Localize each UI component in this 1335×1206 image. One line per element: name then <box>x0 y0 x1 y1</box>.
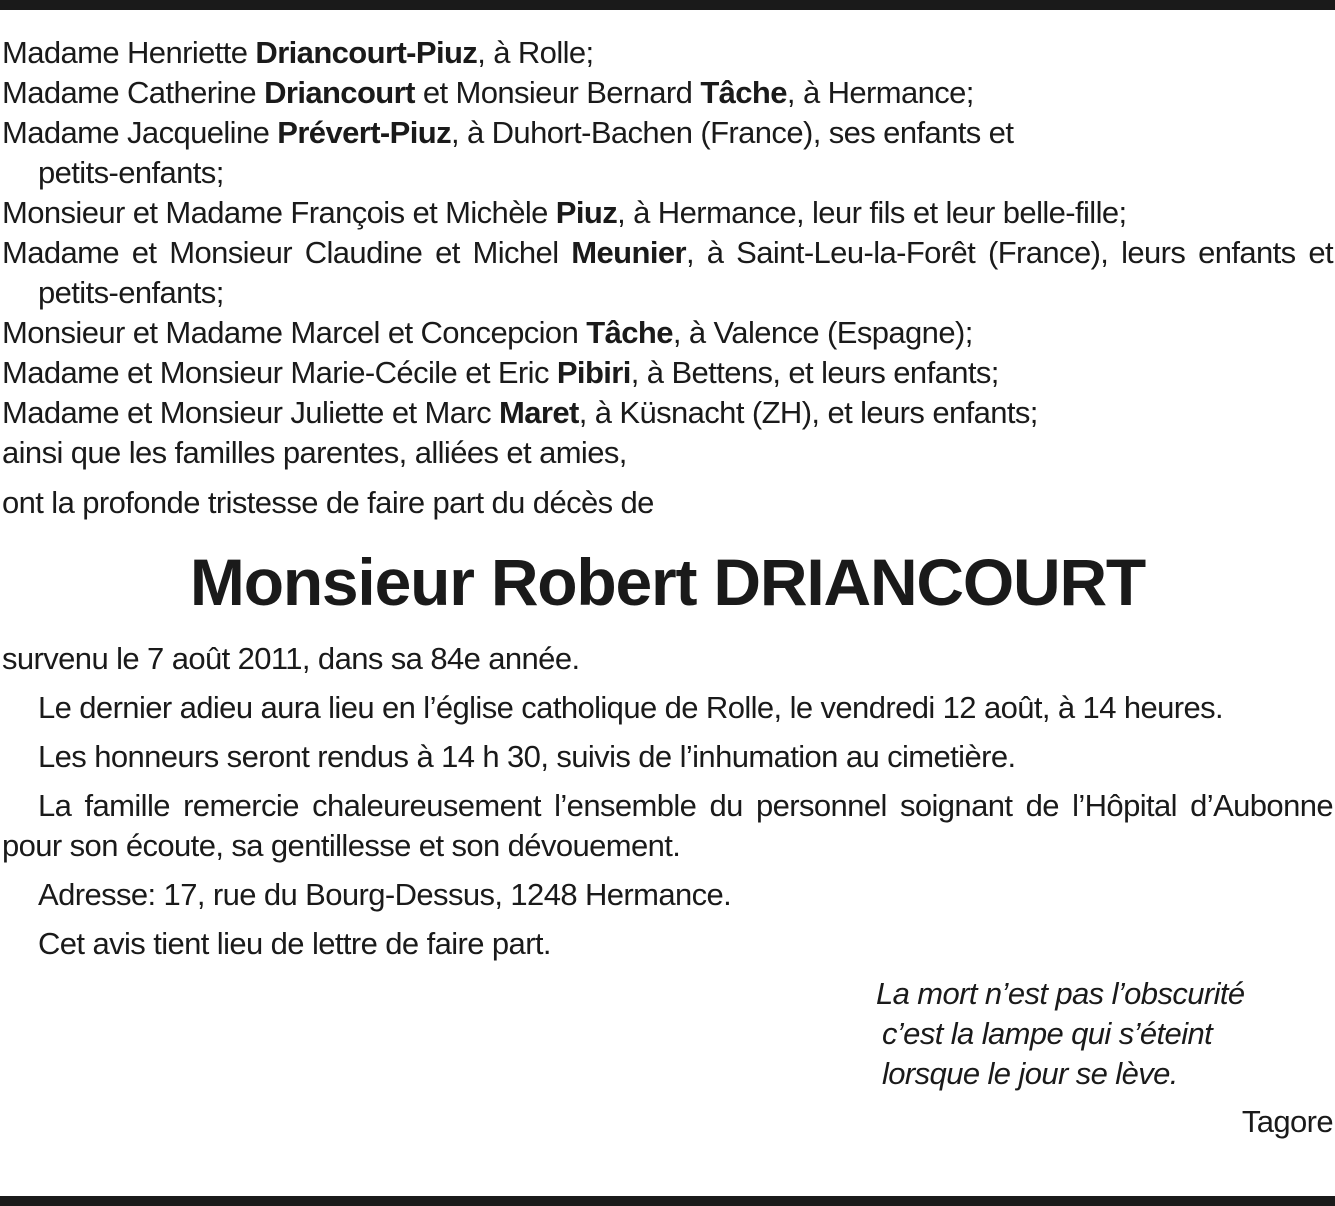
family-line: Madame Catherine Driancourt et Monsieur Bernard Tâche, à Hermance; <box>2 75 974 110</box>
notice-body <box>2 639 1333 964</box>
family-line: Madame et Monsieur Juliette et Marc Maret, à Küsnacht (ZH), et leurs enfants; <box>2 395 1038 430</box>
quote-line: La mort n’est pas l’obscurité <box>876 976 1245 1011</box>
bottom-border-rule <box>0 1196 1335 1206</box>
family-line: Madame Henriette Driancourt-Piuz, à Rolle; <box>2 35 594 70</box>
family-line: Madame et Monsieur Claudine et Michel Meunier, à Saint-Leu-la-Forêt (France), leurs enfants et petits-enfants; <box>2 235 1334 310</box>
obituary-notice <box>2 33 1333 1142</box>
quote-line: lorsque le jour se lève. <box>882 1056 1178 1091</box>
top-border-rule <box>0 0 1335 10</box>
honours-details: Les honneurs seront rendus à 14 h 30, suivis de l’inhumation au cimetière. <box>38 739 1016 774</box>
family-address: Adresse: 17, rue du Bourg-Dessus, 1248 Hermance. <box>38 877 732 912</box>
quote-author: Tagore <box>1241 1104 1333 1139</box>
funeral-details: Le dernier adieu aura lieu en l’église catholique de Rolle, le vendredi 12 août, à 14 heures. <box>38 690 1224 725</box>
thanks-paragraph: La famille remercie chaleureusement l’ensemble du personnel soignant de l’Hôpital d’Aubonne pour son écoute, sa gentillesse et son dévouement. <box>2 788 1333 863</box>
memorial-quote <box>876 974 1333 1094</box>
family-line: Madame Jacqueline Prévert-Piuz, à Duhort-Bachen (France), ses enfants et petits-enfants; <box>2 115 1014 190</box>
family-line: Monsieur et Madame François et Michèle Piuz, à Hermance, leur fils et leur belle-fille; <box>2 195 1127 230</box>
date-of-death: survenu le 7 août 2011, dans sa 84e année. <box>2 641 580 676</box>
notice-statement: Cet avis tient lieu de lettre de faire part. <box>38 926 551 961</box>
family-line: Monsieur et Madame Marcel et Concepcion Tâche, à Valence (Espagne); <box>2 315 973 350</box>
family-line: ainsi que les familles parentes, alliées et amies, <box>2 435 627 470</box>
family-list <box>2 33 1333 473</box>
announcement-intro: ont la profonde tristesse de faire part du décès de <box>2 485 654 520</box>
quote-line: c’est la lampe qui s’éteint <box>882 1016 1213 1051</box>
deceased-name: Monsieur Robert DRIANCOURT <box>189 545 1146 619</box>
family-line: Madame et Monsieur Marie-Cécile et Eric Pibiri, à Bettens, et leurs enfants; <box>2 355 999 390</box>
